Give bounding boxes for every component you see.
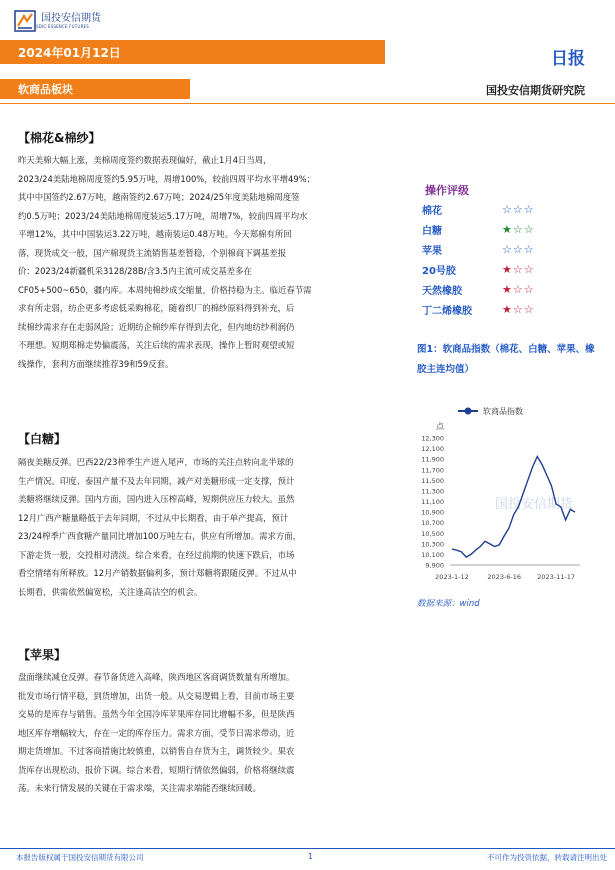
rating-name: 苹果 [422, 245, 442, 257]
y-tick-label: 12,300 [421, 434, 444, 443]
footer-rule [0, 848, 615, 849]
logo-sub: SDIC ESSENCE FUTURES [36, 24, 90, 29]
x-tick-label: 2023-11-17 [537, 573, 576, 581]
company-logo [14, 10, 101, 32]
y-tick-label: 11,700 [421, 466, 444, 475]
y-tick-label: 9,900 [425, 561, 444, 570]
rating-name: 天然橡胶 [422, 285, 462, 297]
legend-marker-icon [465, 408, 472, 415]
rating-row-apple [422, 240, 582, 258]
apple-paragraph: 盘面继续减仓反弹。春节备货进入高峰，陕西地区客商调货数量有所增加。 批发市场行情平稳，到货增加，出货一般。从交易逻辑上看，目前市场主要 交易的是库存与销售。虽然今年全国冷库苹果库存同比增幅不多，但是陕西 地区库存增幅较大，存在一定的库存压力。需求方面，受节日需求带动，近 期走货增加。不过客商措施比较慎重，以销售自存货为主，调货较少。果农 货库存出现松动，报价下调。综合来看，短期行情依然偏弱，价格将继续震 荡。未来行情发展的关键在于需求端，关注需求端能否继续回暖。 [18, 672, 295, 793]
rating-stars-icon: ★☆☆ [502, 262, 535, 276]
soft-commodity-chart [410, 398, 600, 593]
rating-stars-icon: ★☆☆ [502, 302, 535, 316]
rating-name: 白糖 [422, 225, 442, 237]
rating-row-sugar [422, 220, 582, 238]
y-tick-label: 10,700 [421, 519, 444, 528]
apple-heading: 【苹果】 [18, 648, 67, 662]
sugar-heading: 【白糖】 [18, 432, 67, 446]
rating-stars-icon: ★☆☆ [502, 222, 535, 236]
data-source: 数据来源：wind [417, 599, 480, 609]
ratings-title: 操作评级 [425, 184, 469, 197]
y-tick-label: 11,900 [421, 455, 444, 464]
rating-row-natural-rubber [422, 280, 582, 298]
rating-stars-icon: ★☆☆ [502, 282, 535, 296]
chart-watermark: 国投安信期货 [495, 497, 574, 512]
y-tick-label: 10,500 [421, 529, 444, 538]
footer-copyright: 本报告版权属于国投安信期货有限公司 [16, 853, 144, 862]
rating-row-br [422, 300, 582, 318]
page-number: 1 [308, 852, 313, 861]
y-tick-label: 11,100 [421, 498, 444, 506]
rating-stars-icon: ☆☆☆ [502, 242, 535, 256]
cotton-paragraph: 昨天美棉大幅上涨，美棉周度签约数据表现偏好，截止1月4日当周， 2023/24美陆地棉周度签约5.95万吨，周增100%，较前四周平均水平增49%； 其中中国签约2.67万吨，越南签约2.67万吨；2024/25年度美陆地棉周度签 约0.5万吨；2023/24美陆地棉周度装运5.17万吨，周增7%，较前四周平均水 平增12%，其中中国装运3.22万吨，越南装运0.48万吨。今天郑棉有所回 落，现货成交一般，国产棉现货主流销售基差暂稳，个别棉商下调基差报 价：2023/24新疆机采3128/28B/含3.5内主流可成交基差多在 CF05+500~650，疆内库。本周纯棉纱成交缩量，价格持稳为主。临近春节需 求有所走弱，纺企更多考虑低采购棉花，随着织厂的棉纱原料得到补充，后 续棉纱需求存在走弱风险；近期纺企棉纱库存得到去化，但内地纺纱利润仍 不理想。短期郑棉走势偏震荡，关注后续的需求表现，操作上暂时观望或短 线操作，套利方面继续推荐39和59反套。 [18, 155, 315, 369]
rating-name: 20号胶 [422, 265, 456, 277]
rating-name: 棉花 [422, 205, 442, 217]
report-type: 日报 [551, 49, 585, 69]
x-tick-label: 2023-6-16 [487, 573, 522, 581]
y-tick-label: 10,100 [421, 550, 444, 559]
x-axis [435, 573, 575, 581]
section-label: 软商品板块 [18, 83, 73, 96]
figure-caption: 图1：软商品指数（棉花、白糖、苹果、橡胶主连均值） [417, 344, 595, 375]
y-tick-label: 10,900 [421, 508, 444, 517]
header-rule [0, 103, 615, 104]
sugar-paragraph: 隔夜美糖反弹。巴西22/23榨季生产进入尾声，市场的关注点转向北半球的 生产情况。印度、泰国产量不及去年同期，减产对美糖形成一定支撑，预计 美糖将继续反弹。国内方面，国内进入压榨高峰，短期供应压力较大。虽然 12月广西产糖量略低于去年同期，不过从中长期看，由于单产提高，预计 23/24榨季广西食糖产量同比增加100万吨左右，供应有所增加。需求方面， 下游走货一般，交投相对清淡。综合来看，在经过前期的快速下跌后，市场 看空情绪有所释放。12月产销数据偏利多，预计郑糖将跟随反弹。不过从中 长期看，供需依然偏宽松，关注逢高沽空的机会。 [18, 457, 301, 597]
logo-mark-icon [14, 10, 36, 32]
y-tick-label: 12,100 [421, 445, 444, 454]
rating-row-cotton [422, 200, 582, 218]
report-date: 2024年01月12日 [18, 46, 121, 60]
y-axis [421, 435, 444, 570]
footer-disclaimer: 不可作为投资依据，转载请注明出处 [487, 853, 607, 862]
y-tick-label: 11,300 [421, 487, 444, 496]
y-axis-unit: 点 [436, 422, 444, 431]
y-tick-label: 11,500 [421, 476, 444, 485]
chart-legend [458, 406, 523, 416]
cotton-heading: 【棉花&棉纱】 [18, 131, 101, 145]
rating-name: 丁二烯橡胶 [422, 305, 472, 317]
legend-label: 软商品指数 [483, 407, 523, 416]
org-name: 国投安信期货研究院 [486, 84, 585, 97]
rating-row-rubber20 [422, 260, 582, 278]
rating-stars-icon: ☆☆☆ [502, 202, 535, 216]
logo-name: 国投安信期货 [41, 13, 101, 24]
x-tick-label: 2023-1-12 [435, 573, 469, 581]
y-tick-label: 10,300 [421, 540, 444, 549]
